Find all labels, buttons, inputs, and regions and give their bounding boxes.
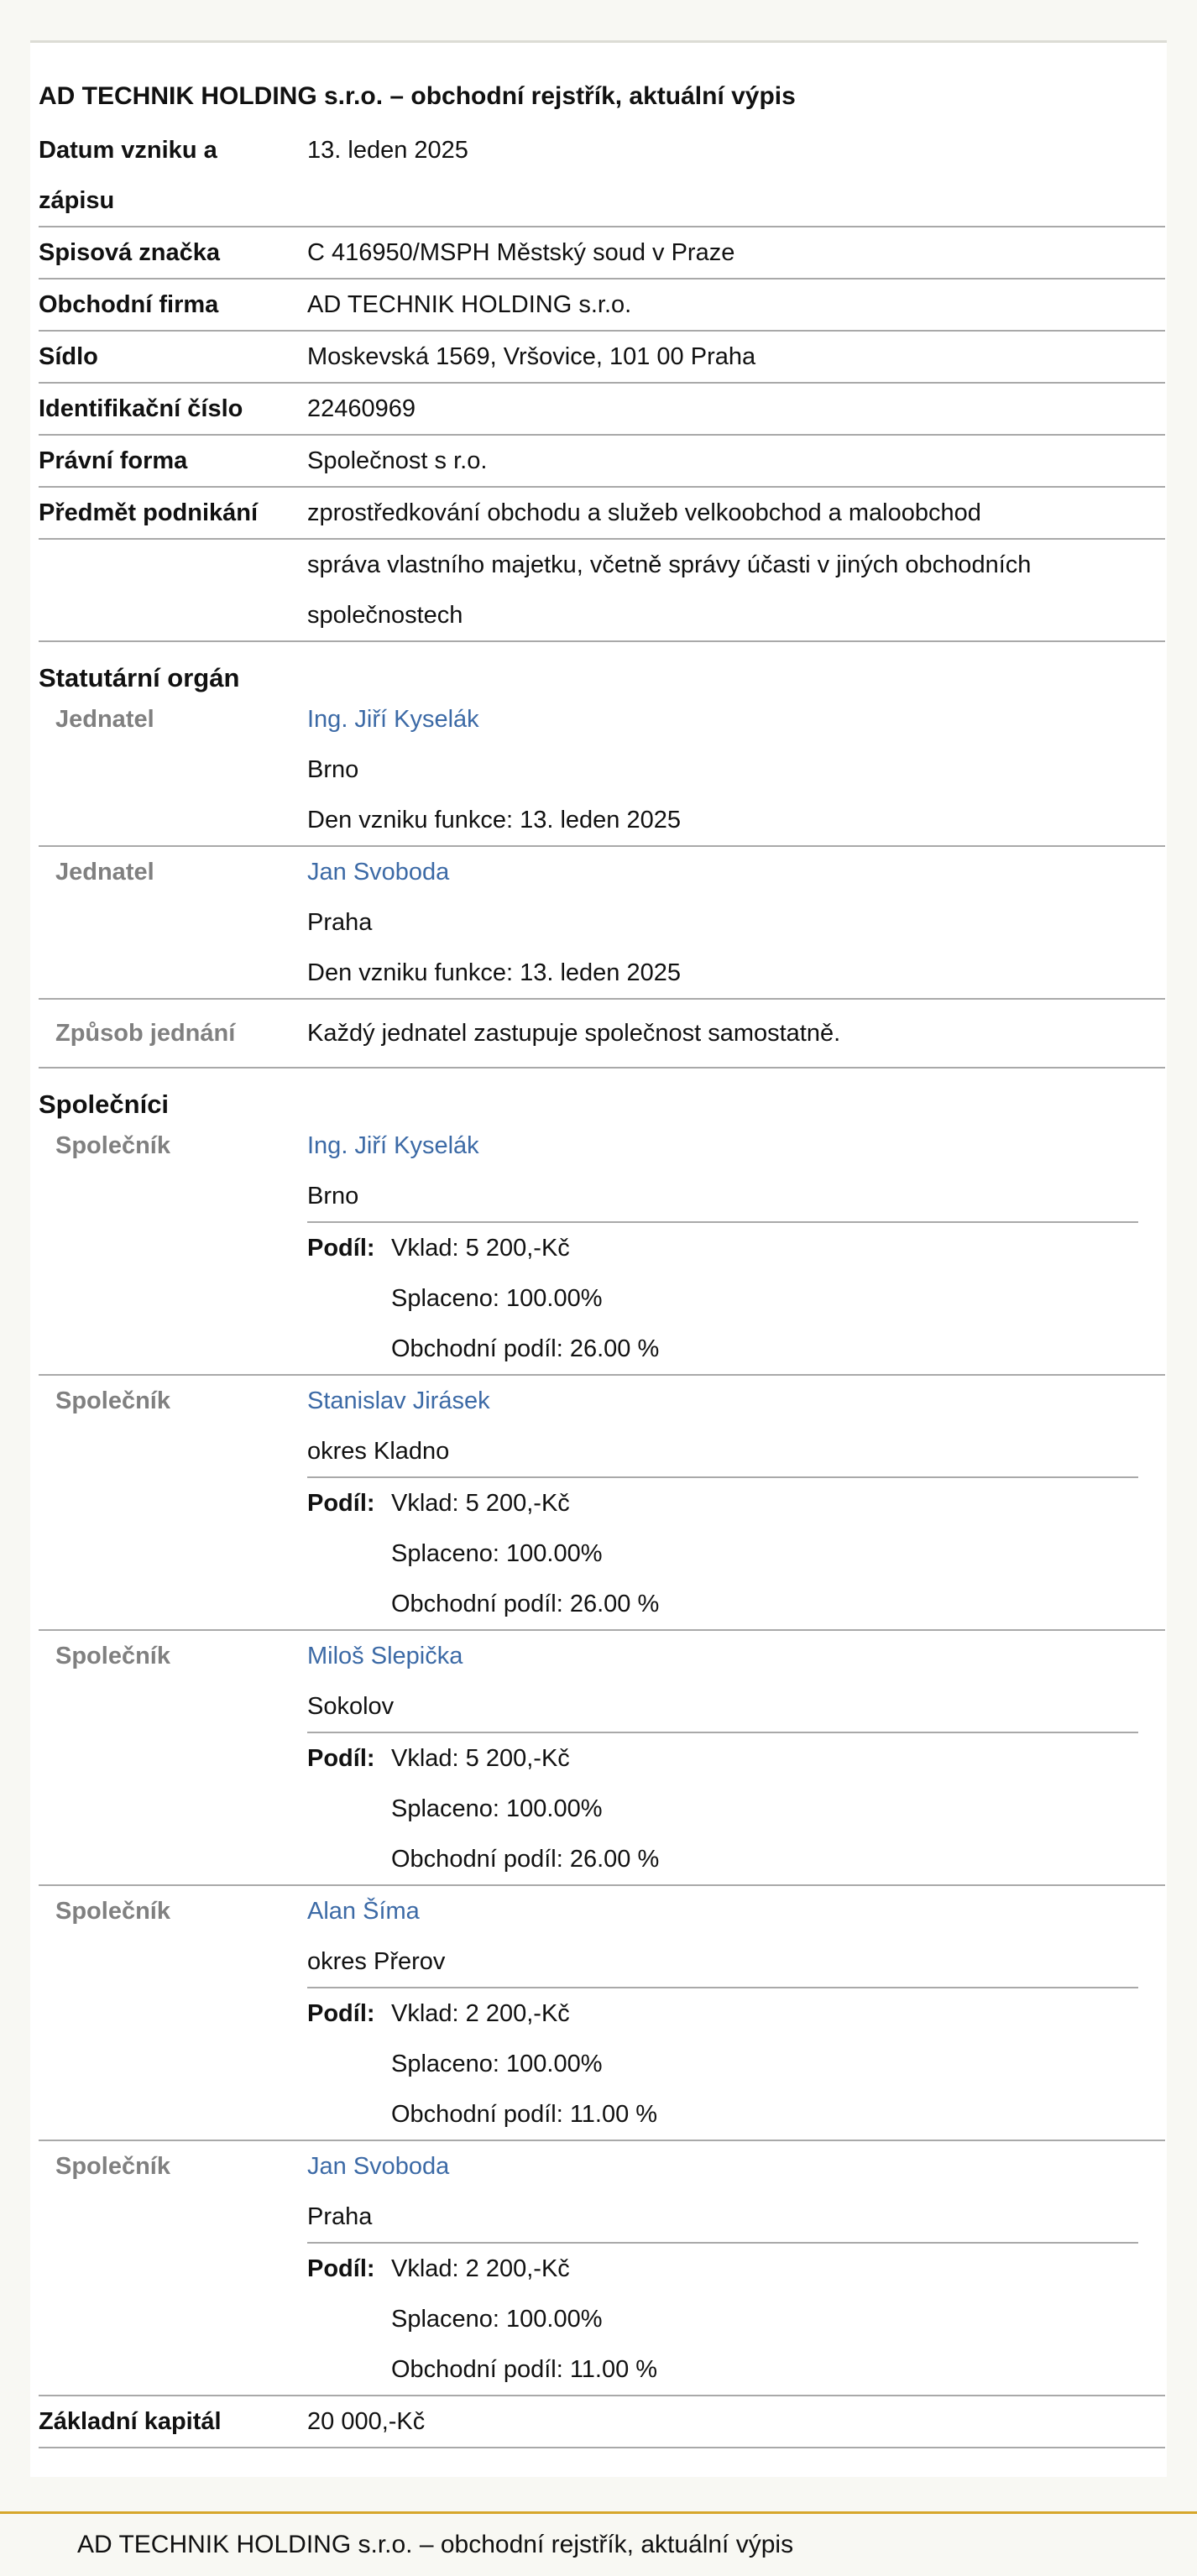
label-jednatel: Jednatel <box>55 859 154 886</box>
podil-spacer <box>307 1273 391 1324</box>
podil-spacer <box>307 1834 391 1884</box>
row-zpusob-jednani <box>39 1000 1165 1069</box>
value-spisova-znacka: C 416950/MSPH Městský soud v Praze <box>307 239 735 266</box>
podil-label: Podíl: <box>307 1745 375 1772</box>
podil-splaceno-row <box>307 1528 1138 1579</box>
podil-vklad: Vklad: 5 200,-Kč <box>391 1490 570 1517</box>
spolecnik-details <box>307 1376 1165 1629</box>
jednatel-row <box>39 694 1165 847</box>
label-zpusob-jednani: Způsob jednání <box>55 1020 236 1047</box>
podil-block <box>307 1732 1138 1884</box>
jednatel-row <box>39 847 1165 1000</box>
podil-splaceno-row <box>307 1273 1138 1324</box>
podil-obchodni: Obchodní podíl: 26.00 % <box>391 1335 660 1362</box>
label-predmet-podnikani: Předmět podnikání <box>39 499 259 526</box>
podil-vklad: Vklad: 2 200,-Kč <box>391 2000 570 2027</box>
podil-obchodni-row <box>307 2344 1138 2395</box>
spolecnik-name-link[interactable]: Ing. Jiří Kyselák <box>307 1132 479 1159</box>
spolecnik-details <box>307 2141 1165 2395</box>
podil-obchodni: Obchodní podíl: 26.00 % <box>391 1846 660 1873</box>
podil-obchodni-row <box>307 1579 1138 1629</box>
podil-obchodni: Obchodní podíl: 11.00 % <box>391 2356 658 2383</box>
podil-obchodni: Obchodní podíl: 11.00 % <box>391 2101 658 2128</box>
spolecnik-row <box>39 1376 1165 1631</box>
podil-vklad: Vklad: 5 200,-Kč <box>391 1235 570 1262</box>
podil-splaceno: Splaceno: 100.00% <box>391 1795 603 1822</box>
podil-splaceno: Splaceno: 100.00% <box>391 1540 603 1567</box>
spolecnik-place: Brno <box>307 1183 359 1210</box>
jednatel-details <box>307 847 1165 998</box>
podil-label: Podíl: <box>307 1235 375 1262</box>
row-obchodni-firma <box>39 280 1165 332</box>
row-ico <box>39 384 1165 436</box>
row-spisova-znacka <box>39 227 1165 280</box>
label-ico: Identifikační číslo <box>39 395 243 422</box>
podil-label: Podíl: <box>307 2255 375 2282</box>
label-obchodni-firma: Obchodní firma <box>39 291 219 318</box>
podil-spacer <box>307 2344 391 2395</box>
value-sidlo: Moskevská 1569, Vršovice, 101 00 Praha <box>307 343 756 370</box>
podil-obchodni-row <box>307 2089 1138 2140</box>
podil-spacer <box>307 1784 391 1834</box>
spolecnik-place: okres Kladno <box>307 1438 450 1465</box>
page-title: AD TECHNIK HOLDING s.r.o. – obchodní rejstřík, aktuální výpis <box>39 82 796 110</box>
spolecnik-row <box>39 2141 1165 2396</box>
podil-vklad: Vklad: 5 200,-Kč <box>391 1745 570 1772</box>
podil-vklad-row <box>307 1223 1138 1273</box>
value-predmet-podnikani-2b: společnostech <box>307 602 463 629</box>
jednatel-name-link[interactable]: Ing. Jiří Kyselák <box>307 706 479 733</box>
spolecnik-name-link[interactable]: Jan Svoboda <box>307 2153 450 2180</box>
row-predmet-podnikani <box>39 488 1165 540</box>
value-zpusob-jednani: Každý jednatel zastupuje společnost samostatně. <box>307 1020 841 1047</box>
jednatel-details <box>307 694 1165 845</box>
podil-obchodni-row <box>307 1834 1138 1884</box>
jednatel-place: Brno <box>307 756 359 783</box>
spolecnik-details <box>307 1121 1165 1374</box>
podil-label: Podíl: <box>307 2000 375 2027</box>
value-predmet-podnikani-1: zprostředkování obchodu a služeb velkoobchod a maloobchod <box>307 499 981 526</box>
podil-splaceno: Splaceno: 100.00% <box>391 2051 603 2077</box>
label-zakladni-kapital: Základní kapitál <box>39 2408 222 2435</box>
podil-splaceno: Splaceno: 100.00% <box>391 1285 603 1312</box>
podil-splaceno-row <box>307 2294 1138 2344</box>
podil-spacer <box>307 2089 391 2140</box>
value-datum-vzniku: 13. leden 2025 <box>307 137 468 164</box>
value-predmet-podnikani-2a: správa vlastního majetku, včetně správy účasti v jiných obchodních <box>307 551 1032 578</box>
footer-text: AD TECHNIK HOLDING s.r.o. – obchodní rejstřík, aktuální výpis <box>77 2531 794 2558</box>
spolecnik-details <box>307 1886 1165 2140</box>
value-obchodni-firma: AD TECHNIK HOLDING s.r.o. <box>307 291 632 318</box>
podil-block <box>307 1987 1138 2140</box>
label-spolecnik: Společník <box>55 2153 170 2180</box>
jednatel-vznik: Den vzniku funkce: 13. leden 2025 <box>307 959 681 986</box>
podil-splaceno-row <box>307 1784 1138 1834</box>
section-statutarni-organ: Statutární orgán <box>39 663 240 692</box>
label-sidlo: Sídlo <box>39 343 98 370</box>
podil-spacer <box>307 1324 391 1374</box>
row-sidlo <box>39 332 1165 384</box>
label-datum-vzniku <box>39 125 307 226</box>
podil-block <box>307 1221 1138 1374</box>
value-predmet-podnikani-2 <box>307 540 1165 640</box>
podil-vklad-row <box>307 1733 1138 1784</box>
label-spolecnik: Společník <box>55 1387 170 1414</box>
podil-label: Podíl: <box>307 1490 375 1517</box>
label-datum-vzniku-line1: Datum vzniku a <box>39 137 217 164</box>
label-empty <box>39 540 307 640</box>
podil-splaceno-row <box>307 2039 1138 2089</box>
spolecnik-row <box>39 1886 1165 2141</box>
row-pravni-forma <box>39 436 1165 488</box>
label-jednatel: Jednatel <box>55 706 154 733</box>
podil-obchodni: Obchodní podíl: 26.00 % <box>391 1591 660 1617</box>
podil-spacer <box>307 2039 391 2089</box>
section-spolecnici: Společníci <box>39 1089 170 1119</box>
registry-extract-card <box>30 43 1167 2477</box>
podil-spacer <box>307 1579 391 1629</box>
spolecnik-name-link[interactable]: Alan Šíma <box>307 1898 420 1925</box>
label-spolecnik: Společník <box>55 1898 170 1925</box>
podil-block <box>307 1476 1138 1629</box>
spolecnik-name-link[interactable]: Miloš Slepička <box>307 1643 463 1669</box>
podil-vklad: Vklad: 2 200,-Kč <box>391 2255 570 2282</box>
spolecnik-name-link[interactable]: Stanislav Jirásek <box>307 1387 490 1414</box>
value-zakladni-kapital: 20 000,-Kč <box>307 2408 426 2435</box>
podil-spacer <box>307 1528 391 1579</box>
row-datum-vzniku <box>39 125 1165 227</box>
spolecnik-place: Praha <box>307 2203 373 2230</box>
jednatel-place: Praha <box>307 909 373 936</box>
podil-vklad-row <box>307 1478 1138 1528</box>
spolecnik-details <box>307 1631 1165 1884</box>
jednatel-name-link[interactable]: Jan Svoboda <box>307 859 450 886</box>
label-datum-vzniku-line2: zápisu <box>39 187 115 214</box>
jednatel-vznik: Den vzniku funkce: 13. leden 2025 <box>307 807 681 833</box>
row-predmet-podnikani-2 <box>39 540 1165 642</box>
value-ico: 22460969 <box>307 395 416 422</box>
spolecnik-place: Sokolov <box>307 1693 395 1720</box>
spolecnik-row <box>39 1121 1165 1376</box>
spolecnik-row <box>39 1631 1165 1886</box>
value-pravni-forma: Společnost s r.o. <box>307 447 488 474</box>
row-zakladni-kapital <box>39 2396 1165 2448</box>
label-pravni-forma: Právní forma <box>39 447 188 474</box>
label-spolecnik: Společník <box>55 1643 170 1669</box>
label-spisova-znacka: Spisová značka <box>39 239 220 266</box>
podil-splaceno: Splaceno: 100.00% <box>391 2306 603 2333</box>
podil-vklad-row <box>307 1988 1138 2039</box>
podil-vklad-row <box>307 2244 1138 2294</box>
page-footer <box>0 2511 1197 2576</box>
podil-block <box>307 2242 1138 2395</box>
label-spolecnik: Společník <box>55 1132 170 1159</box>
podil-spacer <box>307 2294 391 2344</box>
podil-obchodni-row <box>307 1324 1138 1374</box>
spolecnik-place: okres Přerov <box>307 1948 446 1975</box>
registry-content <box>30 43 1165 2448</box>
